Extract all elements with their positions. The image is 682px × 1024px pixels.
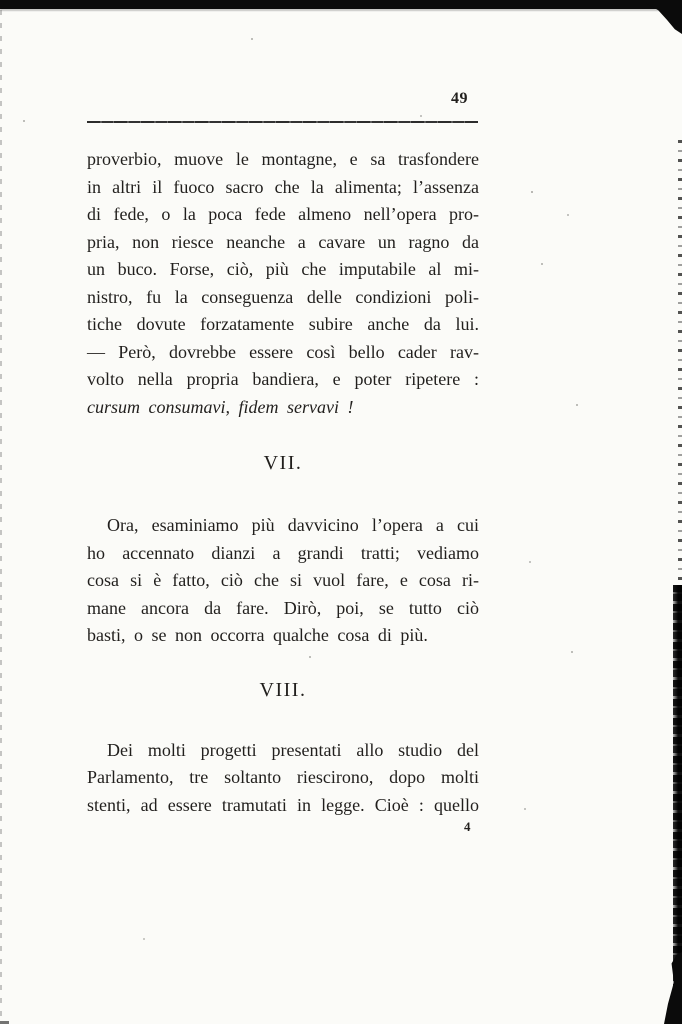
text-line: Ora, esaminiamo più davvicino l’opera a cui	[107, 515, 479, 535]
scan-speck	[541, 263, 543, 265]
text-line: tiche dovute forzatamente subire anche da lui.	[87, 314, 479, 334]
section-heading-viii: VIII.	[259, 678, 307, 701]
text-line: un buco. Forse, ciò, più che imputabile al mi-	[87, 259, 479, 279]
text-line: ho accennato dianzi a grandi tratti; vediamo	[87, 542, 479, 563]
scan-speck	[531, 191, 533, 193]
text-line: basti, o se non occorra qualche cosa di più.	[87, 625, 428, 645]
scan-speck	[251, 38, 253, 40]
text-line: — Però, dovrebbe essere così bello cader rav-	[87, 341, 479, 362]
scan-speck	[576, 404, 578, 406]
latin-quote-line: cursum consumavi, fidem servavi !	[87, 396, 354, 417]
scan-speck	[571, 651, 573, 653]
text-line: nistro, fu la conseguenza delle condizioni poli-	[87, 286, 479, 307]
scan-corner-bottom-right	[664, 952, 682, 1024]
scan-speck	[23, 120, 25, 122]
header-rule	[87, 121, 478, 123]
text-line: volto nella propria bandiera, e poter ripetere :	[87, 369, 479, 389]
text-line: Dei molti progetti presentati allo studio del	[107, 739, 479, 760]
text-block	[87, 146, 479, 819]
signature-mark: 4	[464, 819, 471, 834]
text-line: in altri il fuoco sacro che la alimenta; l’assenza	[87, 176, 479, 197]
scan-edge-top	[0, 0, 682, 9]
text-line: mane ancora da fare. Dirò, poi, se tutto ciò	[87, 597, 479, 618]
scan-corner-top-right	[646, 0, 682, 34]
text-line: di fede, o la poca fede almeno nell’opera pro-	[87, 204, 479, 224]
text-line: cosa si è fatto, ciò che si vuol fare, e cosa ri-	[87, 570, 479, 590]
text-line: Parlamento, tre soltanto riescirono, dopo molti	[87, 767, 479, 787]
scan-speck	[567, 214, 569, 216]
page-number: 49	[451, 90, 468, 107]
text-line: stenti, ad essere tramutati in legge. Cioè : quello	[87, 794, 479, 815]
scan-edge-right-upper	[678, 140, 682, 585]
scan-edge-left	[0, 10, 2, 1024]
text-line: proverbio, muove le montagne, e sa trasfondere	[87, 149, 479, 169]
scan-speck	[143, 938, 145, 940]
section-heading-vii: VII.	[263, 452, 303, 474]
scan-speck	[524, 808, 526, 810]
scan-speck	[420, 115, 422, 117]
text-line: pria, non riesce neanche a cavare un ragno da	[87, 231, 479, 252]
scan-speck	[529, 561, 531, 563]
